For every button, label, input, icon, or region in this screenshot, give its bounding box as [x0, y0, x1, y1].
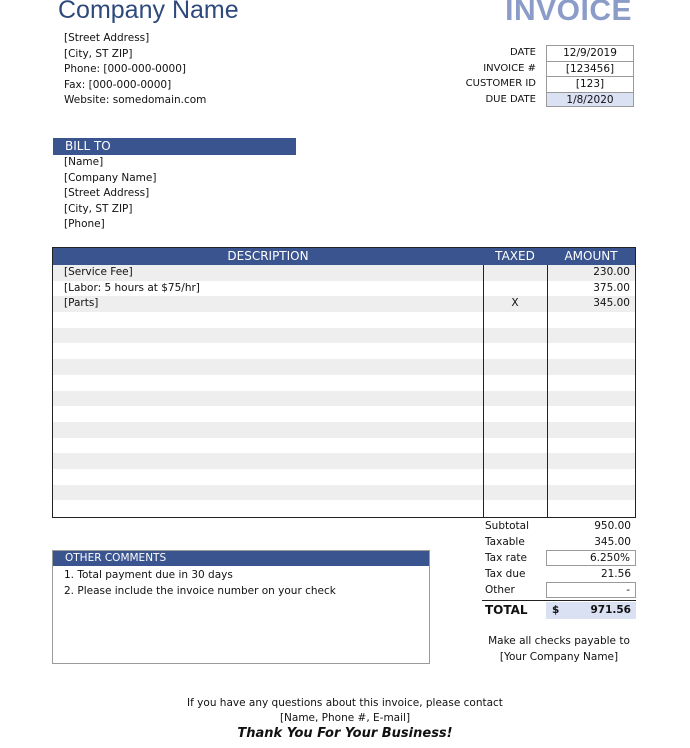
comments-heading: OTHER COMMENTS — [53, 551, 429, 566]
item-amount[interactable]: 230.00 — [593, 266, 630, 278]
totals-block — [482, 518, 636, 619]
item-description[interactable]: [Labor: 5 hours at $75/hr] — [64, 281, 200, 294]
address-line: [City, ST ZIP] — [64, 47, 133, 60]
bill-to-company[interactable]: [Company Name] — [64, 171, 157, 184]
payable-line: Make all checks payable to — [488, 635, 630, 647]
taxed-header: TAXED — [495, 249, 535, 263]
invoice-number-value[interactable]: [123456] — [546, 61, 634, 77]
thank-you-message: Thank You For Your Business! — [237, 726, 453, 741]
item-taxed[interactable]: X — [511, 297, 519, 310]
company-name: Company Name — [58, 0, 239, 24]
bill-to-street[interactable]: [Street Address] — [64, 187, 150, 199]
tax-due-label: Tax due — [485, 568, 526, 580]
fax-line: Fax: [000-000-0000] — [64, 78, 172, 91]
comment-line: 1. Total payment due in 30 days — [64, 569, 233, 581]
comment-line: 2. Please include the invoice number on your check — [64, 585, 336, 597]
total-amount: 971.56 — [590, 603, 631, 616]
item-taxed[interactable] — [483, 281, 547, 297]
total-row — [482, 600, 636, 619]
amount-header: AMOUNT — [564, 249, 618, 263]
taxable-row — [482, 534, 636, 550]
phone-line: Phone: [000-000-0000] — [64, 63, 186, 75]
bill-to-heading: BILL TO — [53, 138, 296, 155]
invoice-meta — [440, 45, 636, 107]
subtotal-value: 950.00 — [594, 520, 631, 532]
item-taxed[interactable] — [483, 265, 547, 281]
meta-row-date — [440, 45, 636, 61]
subtotal-row — [482, 518, 636, 534]
item-description[interactable]: [Service Fee] — [64, 266, 133, 278]
tax-due-value: 21.56 — [600, 568, 631, 580]
item-amount[interactable]: 375.00 — [593, 281, 630, 294]
invoice-title: INVOICE — [505, 0, 632, 27]
amount-column-divider — [547, 265, 548, 517]
total-value — [546, 602, 636, 619]
customer-id-label: CUSTOMER ID — [465, 78, 536, 90]
meta-row-customer-id — [440, 76, 636, 92]
taxable-label: Taxable — [485, 536, 525, 548]
contact-details: [Name, Phone #, E-mail] — [279, 712, 411, 724]
invoice-number-label: INVOICE # — [483, 62, 536, 74]
line-items-table — [52, 247, 636, 518]
taxed-column-divider — [483, 265, 484, 517]
other-row — [482, 582, 636, 598]
currency-symbol: $ — [552, 603, 560, 616]
company-address — [64, 31, 206, 109]
other-label: Other — [485, 584, 515, 596]
contact-line: If you have any questions about this invoice, please contact — [187, 697, 503, 709]
comments-text[interactable] — [53, 566, 429, 599]
subtotal-label: Subtotal — [485, 520, 529, 532]
payable-company: [Your Company Name] — [499, 651, 619, 663]
item-amount[interactable]: 345.00 — [593, 297, 630, 310]
meta-row-invoice-number — [440, 61, 636, 77]
tax-rate-label: Tax rate — [485, 552, 527, 564]
bill-to-phone[interactable]: [Phone] — [64, 218, 105, 230]
bill-to-city[interactable]: [City, ST ZIP] — [64, 202, 133, 215]
tax-due-row — [482, 566, 636, 582]
item-description[interactable]: [Parts] — [64, 297, 99, 310]
date-label: DATE — [509, 47, 536, 59]
customer-id-value[interactable]: [123] — [546, 76, 634, 92]
due-date-value[interactable]: 1/8/2020 — [546, 92, 634, 108]
tax-rate-input[interactable]: 6.250% — [546, 550, 636, 566]
other-input[interactable]: - — [546, 582, 636, 598]
date-value[interactable]: 12/9/2019 — [546, 45, 634, 61]
table-header — [53, 248, 635, 265]
description-header: DESCRIPTION — [227, 249, 309, 263]
payable-note — [482, 633, 636, 665]
meta-row-due-date — [440, 92, 636, 108]
bill-to-name[interactable]: [Name] — [64, 156, 104, 168]
other-comments-box — [52, 550, 430, 664]
due-date-label: DUE DATE — [485, 93, 536, 105]
website-line: Website: somedomain.com — [64, 94, 207, 106]
taxable-value: 345.00 — [594, 536, 631, 548]
tax-rate-row — [482, 550, 636, 566]
address-line: [Street Address] — [64, 32, 150, 44]
bill-to-details — [64, 155, 156, 233]
contact-note — [0, 696, 690, 726]
total-label: TOTAL — [485, 603, 528, 617]
